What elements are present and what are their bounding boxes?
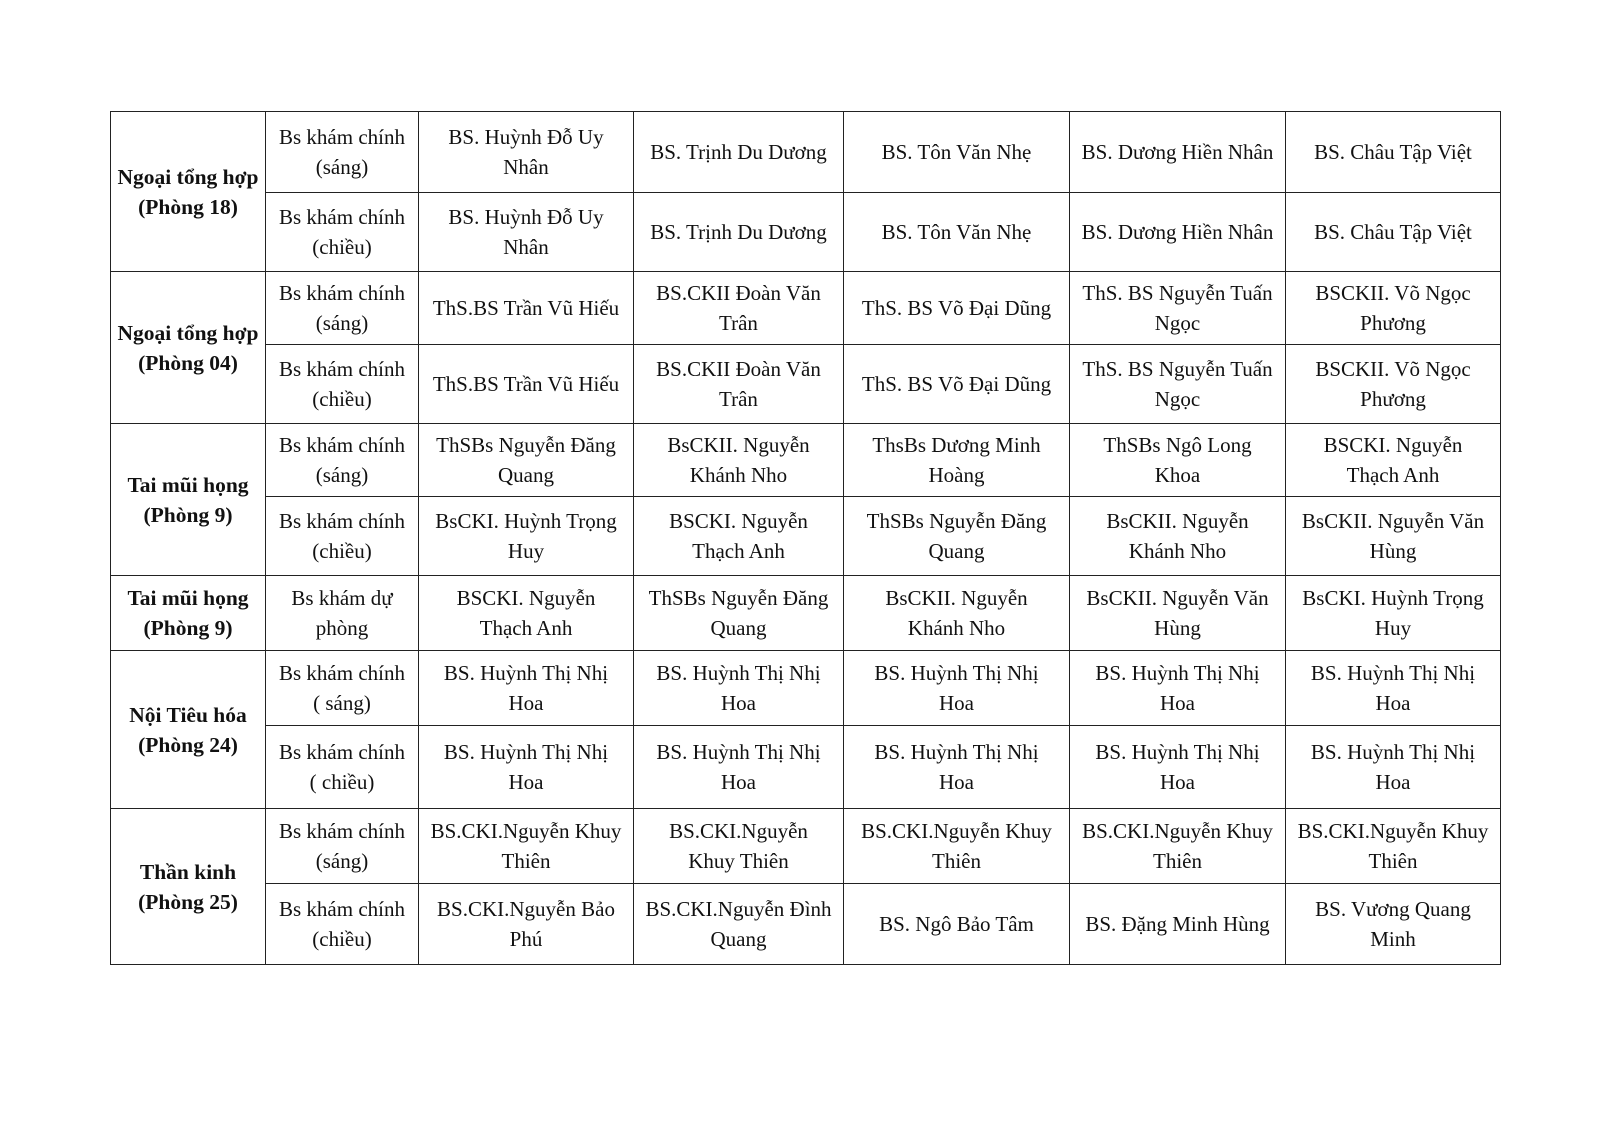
doctor-cell <box>1286 809 1501 884</box>
doctor-name: BS. Huỳnh Thị Nhị Hoa <box>1310 661 1476 715</box>
doctor-cell <box>419 112 634 193</box>
doctor-cell <box>1070 726 1286 809</box>
role-label: Bs khám chính (chiều) <box>279 897 405 951</box>
doctor-cell <box>1286 576 1501 651</box>
doctor-name: BSCKII. Võ Ngọc Phương <box>1315 281 1471 335</box>
role-label: Bs khám chính (chiều) <box>279 205 405 259</box>
doctor-cell <box>419 726 634 809</box>
doctor-name: BS. Trịnh Du Dương <box>650 140 827 164</box>
doctor-cell <box>844 884 1070 965</box>
department-cell <box>111 576 266 651</box>
doctor-cell <box>1070 497 1286 576</box>
doctor-cell <box>844 576 1070 651</box>
doctor-cell <box>1070 651 1286 726</box>
doctor-name: BsCKII. Nguyễn Văn Hùng <box>1301 509 1485 563</box>
table-row <box>111 272 1501 345</box>
doctor-cell <box>1070 809 1286 884</box>
role-cell <box>266 112 419 193</box>
role-cell <box>266 272 419 345</box>
role-cell <box>266 193 419 272</box>
doctor-cell <box>634 345 844 424</box>
doctor-cell <box>844 193 1070 272</box>
doctor-name: BS.CKII Đoàn Văn Trân <box>656 281 821 335</box>
table-row <box>111 576 1501 651</box>
role-label: Bs khám chính (sáng) <box>279 281 405 335</box>
role-cell <box>266 809 419 884</box>
table-row <box>111 726 1501 809</box>
doctor-cell <box>1286 651 1501 726</box>
doctor-name: ThS. BS Võ Đại Dũng <box>861 372 1052 396</box>
doctor-name: BS. Đặng Minh Hùng <box>1085 912 1270 936</box>
doctor-name: ThS. BS Nguyễn Tuấn Ngọc <box>1082 281 1273 335</box>
department-cell <box>111 272 266 424</box>
doctor-name: BS. Châu Tập Việt <box>1314 220 1472 244</box>
doctor-name: BS. Tôn Văn Nhẹ <box>881 140 1032 164</box>
doctor-cell <box>634 726 844 809</box>
doctor-cell <box>844 651 1070 726</box>
doctor-name: BSCKI. Nguyễn Thạch Anh <box>1323 433 1463 487</box>
doctor-name: ThSBs Nguyễn Đăng Quang <box>866 509 1047 563</box>
department-cell <box>111 424 266 576</box>
doctor-cell <box>1070 112 1286 193</box>
doctor-name: ThSBs Nguyễn Đăng Quang <box>436 433 616 487</box>
table-row <box>111 651 1501 726</box>
doctor-name: BsCKII. Nguyễn Khánh Nho <box>1106 509 1249 563</box>
role-label: Bs khám chính (sáng) <box>279 819 405 873</box>
doctor-name: BSCKI. Nguyễn Thạch Anh <box>669 509 808 563</box>
doctor-cell <box>419 424 634 497</box>
role-label: Bs khám chính ( chiều) <box>279 740 405 794</box>
doctor-name: BS. Châu Tập Việt <box>1314 140 1472 164</box>
doctor-cell <box>1070 424 1286 497</box>
doctor-name: BS. Vương Quang Minh <box>1315 897 1471 951</box>
doctor-name: BS.CKI.Nguyễn Khuy Thiên <box>1297 819 1489 873</box>
doctor-name: BS.CKI.Nguyễn Đình Quang <box>645 897 832 951</box>
doctor-name: ThS.BS Trần Vũ Hiếu <box>432 372 620 396</box>
doctor-name: BSCKII. Võ Ngọc Phương <box>1315 357 1471 411</box>
table-row <box>111 424 1501 497</box>
doctor-name: BS. Dương Hiền Nhân <box>1081 140 1274 164</box>
doctor-cell <box>634 497 844 576</box>
doctor-name: BS. Huỳnh Thị Nhị Hoa <box>443 740 609 794</box>
doctor-cell <box>634 809 844 884</box>
doctor-cell <box>1286 112 1501 193</box>
doctor-cell <box>1286 272 1501 345</box>
doctor-cell <box>844 272 1070 345</box>
doctor-name: BS. Huỳnh Đỗ Uy Nhân <box>448 125 604 179</box>
doctor-name: BS. Huỳnh Thị Nhị Hoa <box>656 740 821 794</box>
doctor-name: BS.CKII Đoàn Văn Trân <box>656 357 821 411</box>
doctor-name: BS. Huỳnh Thị Nhị Hoa <box>656 661 821 715</box>
doctor-name: BS. Ngô Bảo Tâm <box>879 912 1034 936</box>
doctor-cell <box>1070 272 1286 345</box>
doctor-name: BS. Huỳnh Đỗ Uy Nhân <box>448 205 604 259</box>
doctor-name: BsCKI. Huỳnh Trọng Huy <box>1302 586 1484 640</box>
doctor-cell <box>634 884 844 965</box>
schedule-table <box>110 111 1501 965</box>
doctor-cell <box>844 726 1070 809</box>
role-label: Bs khám chính (chiều) <box>279 509 405 563</box>
role-label: Bs khám chính (chiều) <box>279 357 405 411</box>
role-label: Bs khám dự phòng <box>291 586 393 640</box>
doctor-name: ThS. BS Võ Đại Dũng <box>861 296 1052 320</box>
table-row <box>111 497 1501 576</box>
doctor-name: BS. Huỳnh Thị Nhị Hoa <box>874 740 1039 794</box>
doctor-name: BsCKII. Nguyễn Khánh Nho <box>667 433 810 487</box>
role-cell <box>266 576 419 651</box>
doctor-name: ThSBs Nguyễn Đăng Quang <box>648 586 829 640</box>
doctor-cell <box>1070 193 1286 272</box>
role-cell <box>266 726 419 809</box>
doctor-cell <box>419 576 634 651</box>
doctor-cell <box>844 809 1070 884</box>
doctor-cell <box>1286 345 1501 424</box>
doctor-cell <box>1070 345 1286 424</box>
doctor-cell <box>634 576 844 651</box>
doctor-cell <box>1286 497 1501 576</box>
department-label: Ngoại tổng hợp (Phòng 18) <box>117 164 259 219</box>
department-label: Nội Tiêu hóa (Phòng 24) <box>129 702 247 757</box>
doctor-cell <box>419 497 634 576</box>
doctor-name: BS. Huỳnh Thị Nhị Hoa <box>1095 740 1260 794</box>
doctor-name: BSCKI. Nguyễn Thạch Anh <box>456 586 596 640</box>
doctor-cell <box>1286 193 1501 272</box>
doctor-cell <box>844 497 1070 576</box>
department-label: Ngoại tổng hợp (Phòng 04) <box>117 320 259 375</box>
doctor-name: BS. Trịnh Du Dương <box>650 220 827 244</box>
doctor-name: BS. Huỳnh Thị Nhị Hoa <box>1095 661 1260 715</box>
doctor-cell <box>634 651 844 726</box>
doctor-cell <box>1286 726 1501 809</box>
department-label: Tai mũi họng (Phòng 9) <box>127 472 249 527</box>
doctor-name: BsCKI. Huỳnh Trọng Huy <box>435 509 617 563</box>
doctor-cell <box>844 112 1070 193</box>
department-cell <box>111 651 266 809</box>
department-label: Tai mũi họng (Phòng 9) <box>127 586 249 640</box>
doctor-name: ThS. BS Nguyễn Tuấn Ngọc <box>1082 357 1273 411</box>
department-cell <box>111 809 266 965</box>
role-label: Bs khám chính ( sáng) <box>279 661 405 715</box>
role-cell <box>266 424 419 497</box>
doctor-name: BS.CKI.Nguyễn Khuy Thiên <box>669 819 808 873</box>
doctor-name: BsCKII. Nguyễn Khánh Nho <box>885 586 1028 640</box>
role-cell <box>266 651 419 726</box>
role-label: Bs khám chính (sáng) <box>279 125 405 179</box>
doctor-cell <box>844 345 1070 424</box>
doctor-cell <box>419 651 634 726</box>
table-row <box>111 112 1501 193</box>
table-row <box>111 809 1501 884</box>
doctor-name: BS. Huỳnh Thị Nhị Hoa <box>443 661 609 715</box>
doctor-cell <box>419 345 634 424</box>
doctor-cell <box>1070 576 1286 651</box>
role-label: Bs khám chính (sáng) <box>279 433 405 487</box>
table-row <box>111 884 1501 965</box>
doctor-cell <box>419 193 634 272</box>
doctor-cell <box>634 112 844 193</box>
doctor-cell <box>419 272 634 345</box>
doctor-cell <box>634 193 844 272</box>
doctor-cell <box>1286 884 1501 965</box>
doctor-cell <box>1070 884 1286 965</box>
doctor-name: BS.CKI.Nguyễn Bảo Phú <box>437 897 615 951</box>
role-cell <box>266 497 419 576</box>
doctor-cell <box>419 809 634 884</box>
doctor-cell <box>634 424 844 497</box>
doctor-name: BS.CKI.Nguyễn Khuy Thiên <box>1082 819 1273 873</box>
doctor-name: BsCKII. Nguyễn Văn Hùng <box>1086 586 1269 640</box>
doctor-name: ThsBs Dương Minh Hoàng <box>872 433 1041 487</box>
doctor-cell <box>634 272 844 345</box>
doctor-name: BS.CKI.Nguyễn Khuy Thiên <box>861 819 1052 873</box>
role-cell <box>266 884 419 965</box>
doctor-cell <box>419 884 634 965</box>
doctor-name: BS. Huỳnh Thị Nhị Hoa <box>874 661 1039 715</box>
doctor-name: BS. Tôn Văn Nhẹ <box>881 220 1032 244</box>
department-cell <box>111 112 266 272</box>
role-cell <box>266 345 419 424</box>
doctor-name: ThS.BS Trần Vũ Hiếu <box>432 296 620 320</box>
department-label: Thần kinh (Phòng 25) <box>138 859 238 914</box>
table-row <box>111 193 1501 272</box>
doctor-name: BS.CKI.Nguyễn Khuy Thiên <box>430 819 622 873</box>
doctor-cell <box>844 424 1070 497</box>
doctor-cell <box>1286 424 1501 497</box>
doctor-name: ThSBs Ngô Long Khoa <box>1103 433 1252 487</box>
table-row <box>111 345 1501 424</box>
doctor-name: BS. Huỳnh Thị Nhị Hoa <box>1310 740 1476 794</box>
doctor-name: BS. Dương Hiền Nhân <box>1081 220 1274 244</box>
